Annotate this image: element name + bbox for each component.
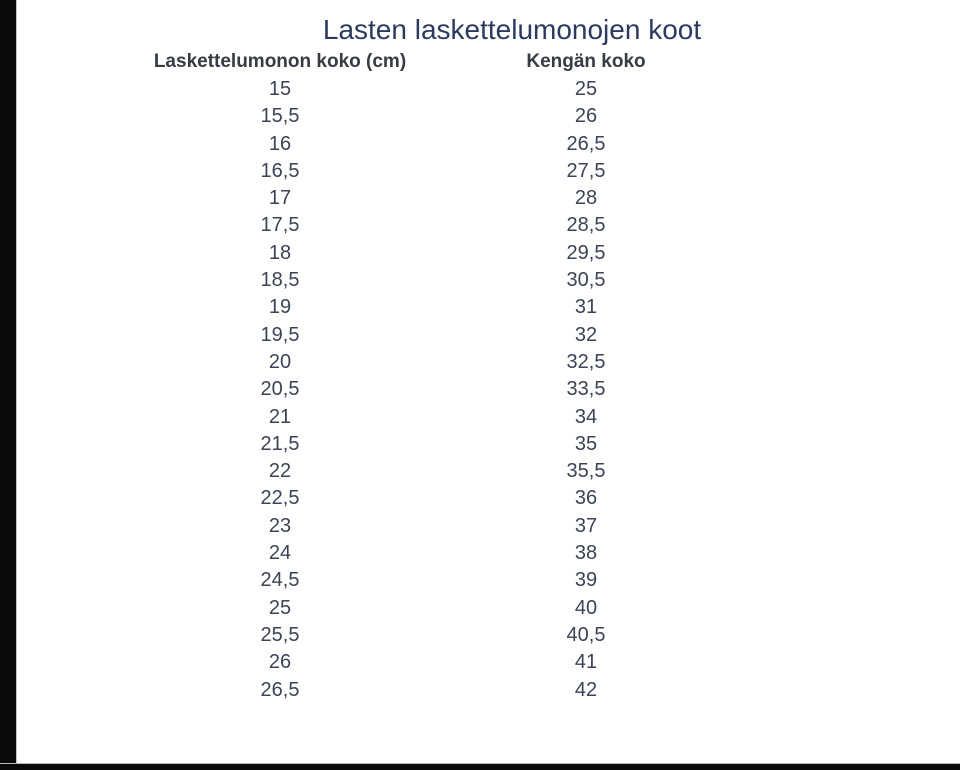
shoe-size-cell: 25 [574,78,598,100]
boot-size-cell: 19,5 [260,323,300,346]
table-row [0,649,960,676]
boot-size-cell: 17,5 [260,214,300,237]
shoe-size-cell: 32,5 [566,350,606,373]
shoe-size-cell: 34 [574,405,598,428]
shoe-size-cell: 32 [574,323,598,346]
shoe-size-cell: 30,5 [566,269,606,292]
boot-size-cell: 17 [268,187,292,210]
boot-size-cell: 21 [268,405,292,428]
table-row [0,404,960,431]
boot-size-cell: 26,5 [260,678,300,701]
table-row [0,622,960,649]
boot-size-cell: 15 [268,78,292,100]
shoe-size-cell: 28,5 [566,214,606,237]
table-row [0,103,960,130]
shoe-size-cell: 35,5 [566,460,606,483]
table-row [0,485,960,512]
page-title: Lasten laskettelumonojen koot [322,14,702,45]
boot-size-cell: 21,5 [260,432,300,455]
table-row [0,131,960,158]
table-row [0,513,960,540]
shoe-size-cell: 35 [574,432,598,455]
table-row [0,185,960,212]
column-header-boot-size: Laskettelumonon koko (cm) [153,51,407,72]
table-row [0,540,960,567]
boot-size-cell: 18 [268,241,292,264]
boot-size-cell: 18,5 [260,269,300,292]
table-row [0,567,960,594]
table-row [0,595,960,622]
boot-size-cell: 25 [268,596,292,619]
table-row [0,349,960,376]
shoe-size-cell: 37 [574,514,598,537]
size-table-body [0,76,960,704]
table-row [0,376,960,403]
table-row [0,294,960,321]
boot-size-cell: 24 [268,542,292,565]
table-header-row [0,50,960,74]
boot-size-cell: 20 [268,350,292,373]
table-row [0,76,960,103]
boot-size-cell: 22 [268,460,292,483]
boot-size-cell: 15,5 [260,105,300,128]
shoe-size-cell: 31 [574,296,598,319]
shoe-size-cell: 40 [574,596,598,619]
shoe-size-cell: 41 [574,651,598,674]
shoe-size-cell: 29,5 [566,241,606,264]
shoe-size-cell: 40,5 [566,623,606,646]
boot-size-cell: 20,5 [260,378,300,401]
boot-size-cell: 16 [268,132,292,155]
shoe-size-cell: 36 [574,487,598,510]
boot-size-cell: 26 [268,651,292,674]
shoe-size-cell: 39 [574,569,598,592]
boot-size-cell: 19 [268,296,292,319]
shoe-size-cell: 33,5 [566,378,606,401]
shoe-size-cell: 42 [574,678,598,701]
shoe-size-cell: 26,5 [566,132,606,155]
boot-size-cell: 22,5 [260,487,300,510]
table-row [0,677,960,704]
table-row [0,322,960,349]
table-row [0,458,960,485]
shoe-size-cell: 28 [574,187,598,210]
boot-size-cell: 23 [268,514,292,537]
table-row [0,267,960,294]
bottom-black-bar [0,763,960,770]
boot-size-cell: 16,5 [260,159,300,182]
table-row [0,212,960,239]
boot-size-cell: 25,5 [260,623,300,646]
shoe-size-cell: 38 [574,542,598,565]
shoe-size-cell: 27,5 [566,159,606,182]
table-row [0,158,960,185]
column-header-shoe-size: Kengän koko [526,51,646,72]
table-row [0,431,960,458]
boot-size-cell: 24,5 [260,569,300,592]
table-row [0,240,960,267]
shoe-size-cell: 26 [574,105,598,128]
